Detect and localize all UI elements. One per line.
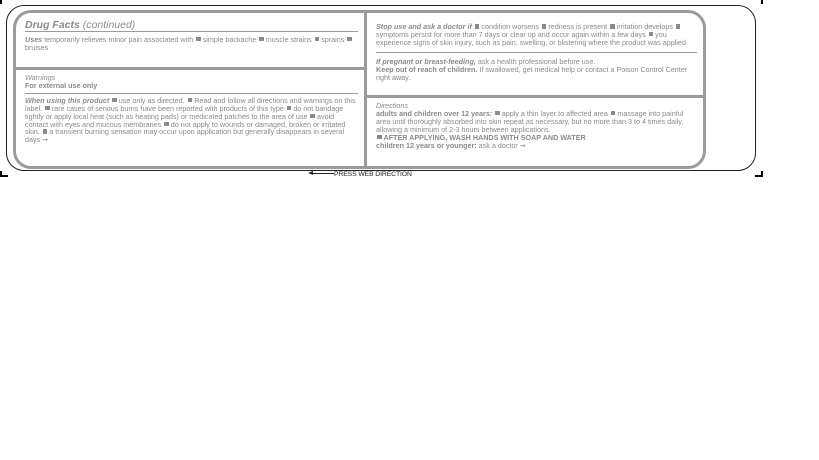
text-span: Drug Facts — [25, 19, 80, 31]
bullet-square-icon — [196, 37, 201, 42]
bullet-square-icon — [377, 135, 382, 140]
text-span: ask a health professional before use. — [477, 56, 596, 66]
uses-text — [25, 36, 358, 52]
left-column — [16, 13, 364, 166]
text-span: If swallowed, get medical help or contact a Poison Control Center right away. — [376, 64, 688, 82]
text-span: simple backache — [202, 34, 257, 44]
external-use-text: For external use only — [25, 80, 98, 90]
right-column — [367, 13, 703, 166]
text-span: irritation develops — [616, 22, 673, 31]
text-span: apply a thin layer to affected area — [501, 108, 608, 118]
section-divider — [367, 95, 703, 98]
text-span: adults and children over 12 years: — [376, 108, 493, 118]
continue-arrow-icon: ➞ — [519, 140, 526, 150]
text-span: you experience signs of skin injury, such as pain, swelling, or blistering where the product was applied — [376, 29, 686, 47]
text-span: children 12 years or younger: — [376, 140, 477, 150]
text-span: redness is present — [548, 22, 608, 31]
crop-mark — [0, 171, 2, 177]
bullet-square-icon — [43, 129, 48, 134]
press-web-direction — [312, 171, 412, 178]
text-span: condition worsens — [481, 22, 539, 31]
warnings-section — [16, 74, 364, 144]
text-span: avoid contact with eyes and mucous membranes — [25, 111, 335, 129]
text-span: do not bandage tightly or apply local heat (such as heating pads) or medicated patches to the area of use — [25, 103, 344, 121]
title-section — [16, 19, 364, 52]
stop-use-section — [367, 23, 703, 81]
bullet-square-icon — [611, 111, 616, 116]
text-span: massage into painful area until thoroughly absorbed into skin repeat as necessary, but no more than 3 to 4 times daily, allowing a minimum of 2-3 hours between applications. — [376, 108, 684, 134]
text-span: ask a doctor — [478, 140, 518, 150]
text-span: muscle strains — [265, 34, 312, 44]
bullet-square-icon — [610, 24, 615, 29]
text-span: Read and follow all directions and warnings on this label. — [25, 95, 356, 113]
title-rule — [25, 31, 358, 32]
when-using-text — [25, 97, 358, 144]
crop-mark — [0, 0, 2, 4]
text-span: a transient burning sensation may occur upon application but generally disappears in several days — [25, 127, 345, 145]
text-span: rare cases of serious burns have been reported with products of this type — [51, 103, 284, 113]
section-divider — [16, 67, 364, 70]
directions-heading: Directions — [376, 101, 408, 110]
text-span: Uses — [25, 34, 43, 44]
bullet-square-icon — [542, 24, 547, 29]
continue-arrow-icon: ➞ — [42, 135, 49, 145]
text-span: do not apply to wounds or damaged, broken or irritated skin. — [25, 119, 346, 137]
bullet-square-icon — [287, 106, 292, 111]
text-span: temporarily relieves minor pain associated with — [44, 34, 194, 44]
text-span: sprains — [321, 34, 345, 44]
text-span: When using this product — [25, 95, 110, 105]
bullet-square-icon — [315, 37, 320, 42]
crop-mark — [761, 171, 763, 177]
bullet-square-icon — [347, 37, 352, 42]
children-directions-text — [376, 142, 697, 150]
warnings-rule — [25, 93, 358, 94]
bullet-square-icon — [649, 32, 654, 37]
bullet-square-icon — [259, 37, 264, 42]
text-span: PRESS WEB DIRECTION — [334, 171, 412, 178]
text-span: (continued) — [82, 19, 136, 31]
stop-use-text — [376, 23, 697, 47]
bullet-square-icon — [112, 98, 117, 103]
text-span: symptoms persist for more than 7 days or clear up and occur again within a few days — [376, 29, 646, 39]
text-span: Stop use and ask a doctor if — [376, 22, 472, 31]
crop-mark — [761, 0, 763, 4]
text-span: use only as directed. — [118, 95, 185, 105]
bullet-square-icon — [45, 106, 50, 111]
left-arrow-icon — [312, 173, 334, 174]
text-span: If pregnant or breast-feeding, — [376, 56, 476, 66]
warnings-heading: Warnings — [25, 73, 56, 82]
drug-facts-panel — [13, 10, 706, 169]
bullet-square-icon — [676, 24, 681, 29]
text-span: AFTER APPLYING, WASH HANDS WITH SOAP AND WATER — [383, 132, 586, 142]
adult-directions-text — [376, 110, 697, 134]
bullet-square-icon — [495, 111, 500, 116]
text-span: bruises — [25, 42, 49, 52]
text-span: Keep out of reach of children. — [376, 64, 478, 74]
bullet-square-icon — [188, 98, 193, 103]
panel-title — [25, 19, 358, 31]
bullet-square-icon — [475, 24, 480, 29]
directions-section — [367, 102, 703, 149]
keep-out-text — [376, 66, 697, 82]
bullet-square-icon — [310, 114, 315, 119]
bullet-square-icon — [164, 122, 169, 127]
stop-use-rule — [376, 52, 697, 53]
